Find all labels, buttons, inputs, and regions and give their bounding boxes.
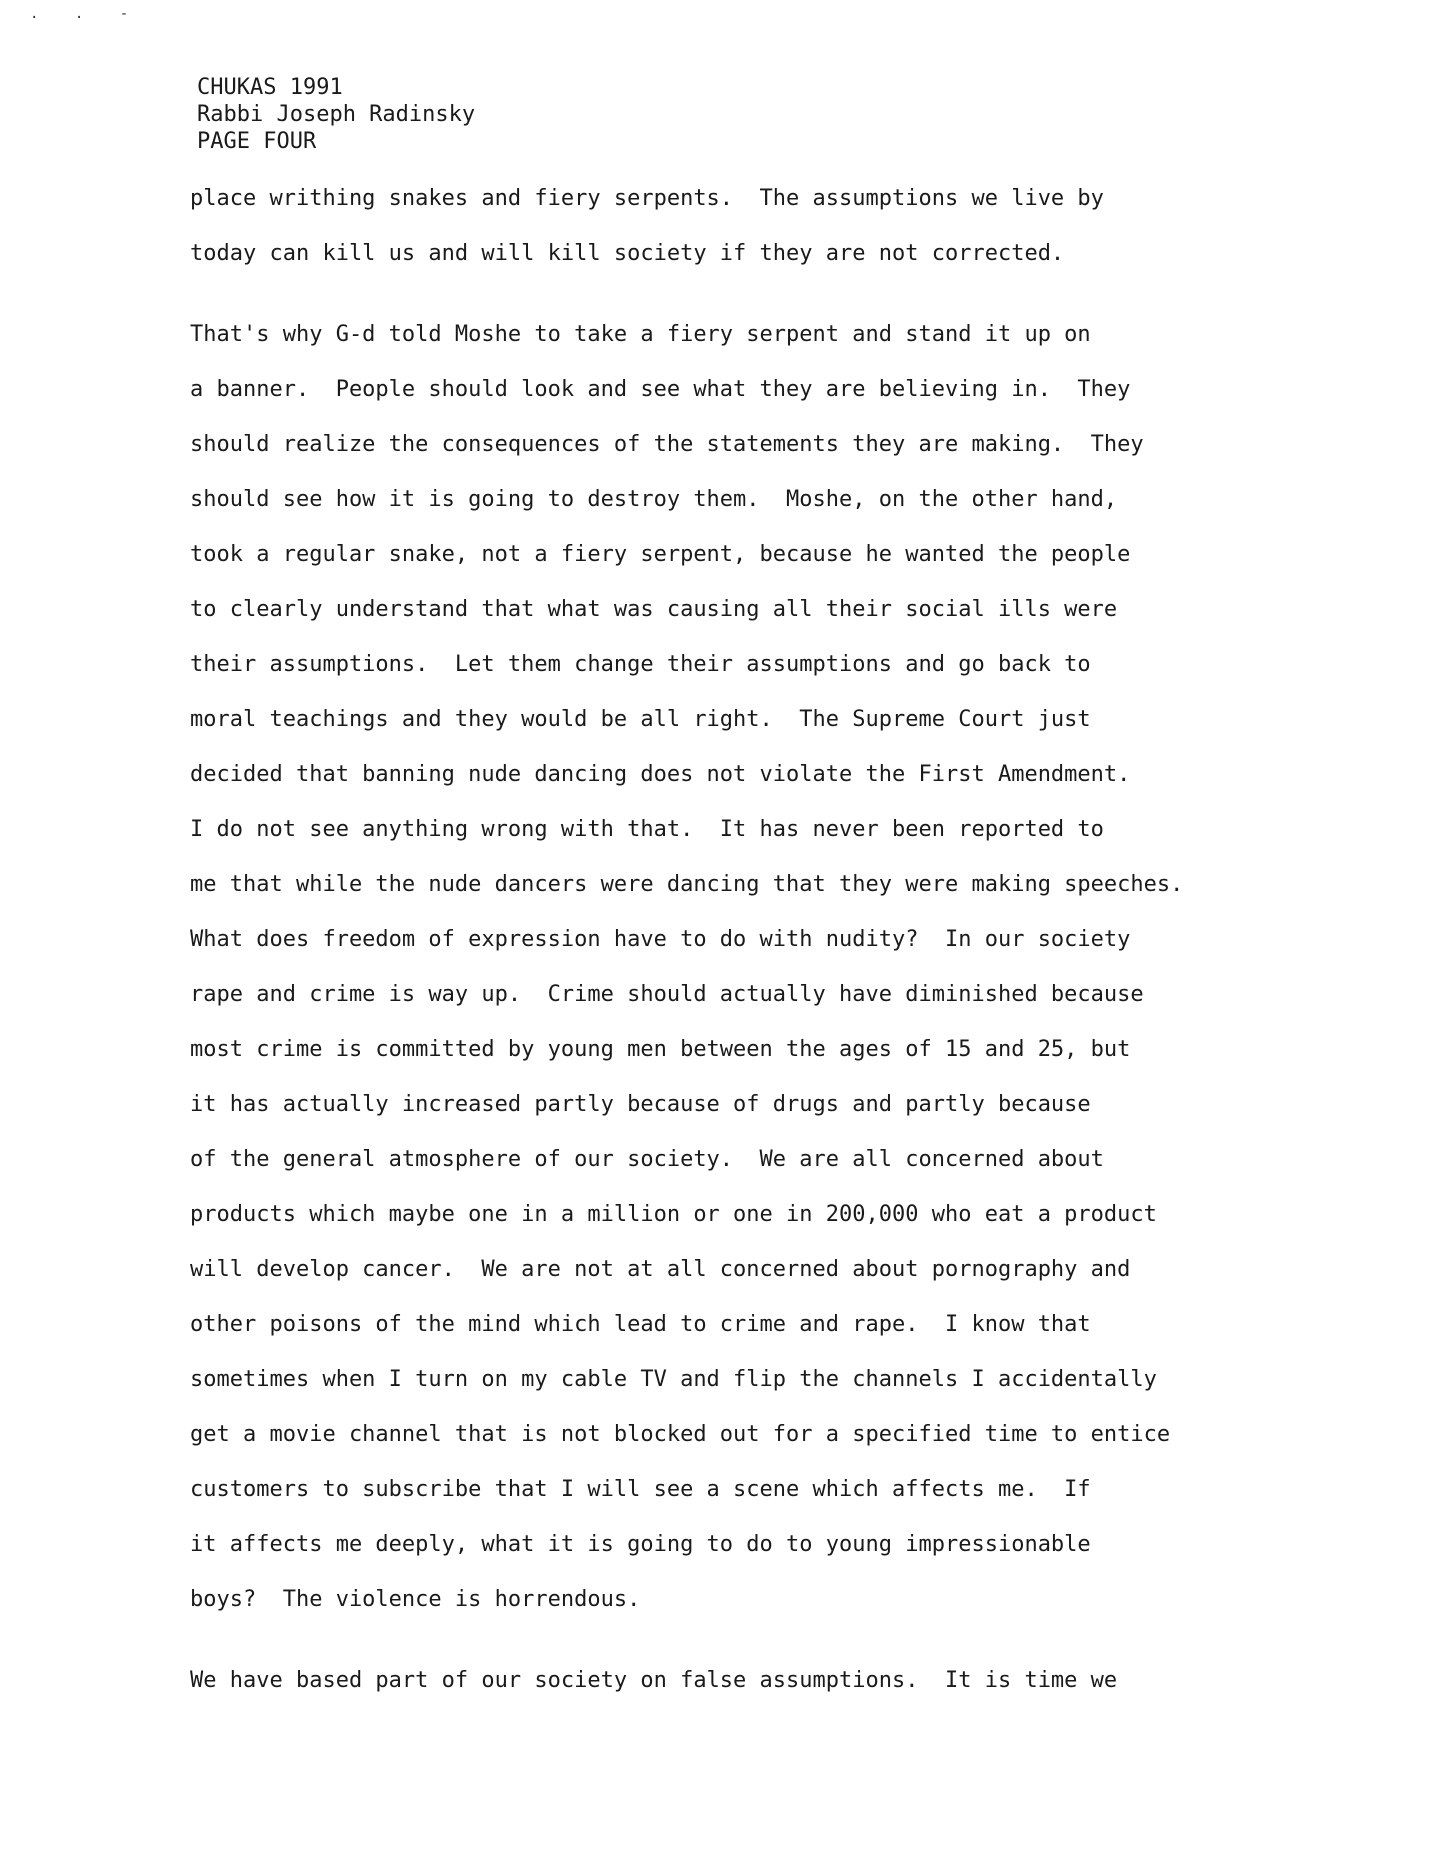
text-line: products which maybe one in a million or one in 200,000 who eat a product [190,1202,1157,1227]
page-header [197,74,475,155]
header-author: Rabbi Joseph Radinsky [197,102,476,127]
scan-corner-marks: . . - [30,6,143,22]
text-line: get a movie channel that is not blocked out for a specified time to entice [190,1422,1171,1447]
text-line: We have based part of our society on false assumptions. It is time we [190,1668,1118,1693]
text-line: boys? The violence is horrendous. [190,1587,641,1612]
text-line: it has actually increased partly because of drugs and partly because [190,1092,1091,1117]
text-line: of the general atmosphere of our society. We are all concerned about [190,1147,1104,1172]
text-line: me that while the nude dancers were dancing that they were making speeches. [190,872,1184,897]
text-line: their assumptions. Let them change their assumptions and go back to [190,652,1091,677]
text-line: I do not see anything wrong with that. It has never been reported to [190,817,1104,842]
header-page-number: PAGE FOUR [197,129,317,154]
text-line: to clearly understand that what was causing all their social ills were [190,597,1118,622]
text-line: sometimes when I turn on my cable TV and flip the channels I accidentally [190,1367,1157,1392]
paragraph [190,320,1250,1640]
text-line: should realize the consequences of the statements they are making. They [190,432,1144,457]
paragraph-gap [190,294,1250,320]
text-line: decided that banning nude dancing does not violate the First Amendment. [190,762,1131,787]
text-line: should see how it is going to destroy them. Moshe, on the other hand, [190,487,1118,512]
text-line: will develop cancer. We are not at all concerned about pornography and [190,1257,1131,1282]
text-line: place writhing snakes and fiery serpents. The assumptions we live by [190,186,1104,211]
paragraph [190,1666,1250,1721]
text-line: other poisons of the mind which lead to crime and rape. I know that [190,1312,1091,1337]
text-line: today can kill us and will kill society if they are not corrected. [190,241,1065,266]
paragraph [190,184,1250,294]
text-line: That's why G-d told Moshe to take a fiery serpent and stand it up on [190,322,1091,347]
body-text [190,184,1250,1721]
text-line: took a regular snake, not a fiery serpent, because he wanted the people [190,542,1131,567]
header-title: CHUKAS 1991 [197,75,343,100]
text-line: moral teachings and they would be all right. The Supreme Court just [190,707,1091,732]
text-line: it affects me deeply, what it is going to do to young impressionable [190,1532,1091,1557]
paragraph-gap [190,1640,1250,1666]
text-line: a banner. People should look and see what they are believing in. They [190,377,1131,402]
text-line: most crime is committed by young men between the ages of 15 and 25, but [190,1037,1131,1062]
text-line: rape and crime is way up. Crime should actually have diminished because [190,982,1144,1007]
text-line: What does freedom of expression have to do with nudity? In our society [190,927,1131,952]
text-line: customers to subscribe that I will see a scene which affects me. If [190,1477,1091,1502]
